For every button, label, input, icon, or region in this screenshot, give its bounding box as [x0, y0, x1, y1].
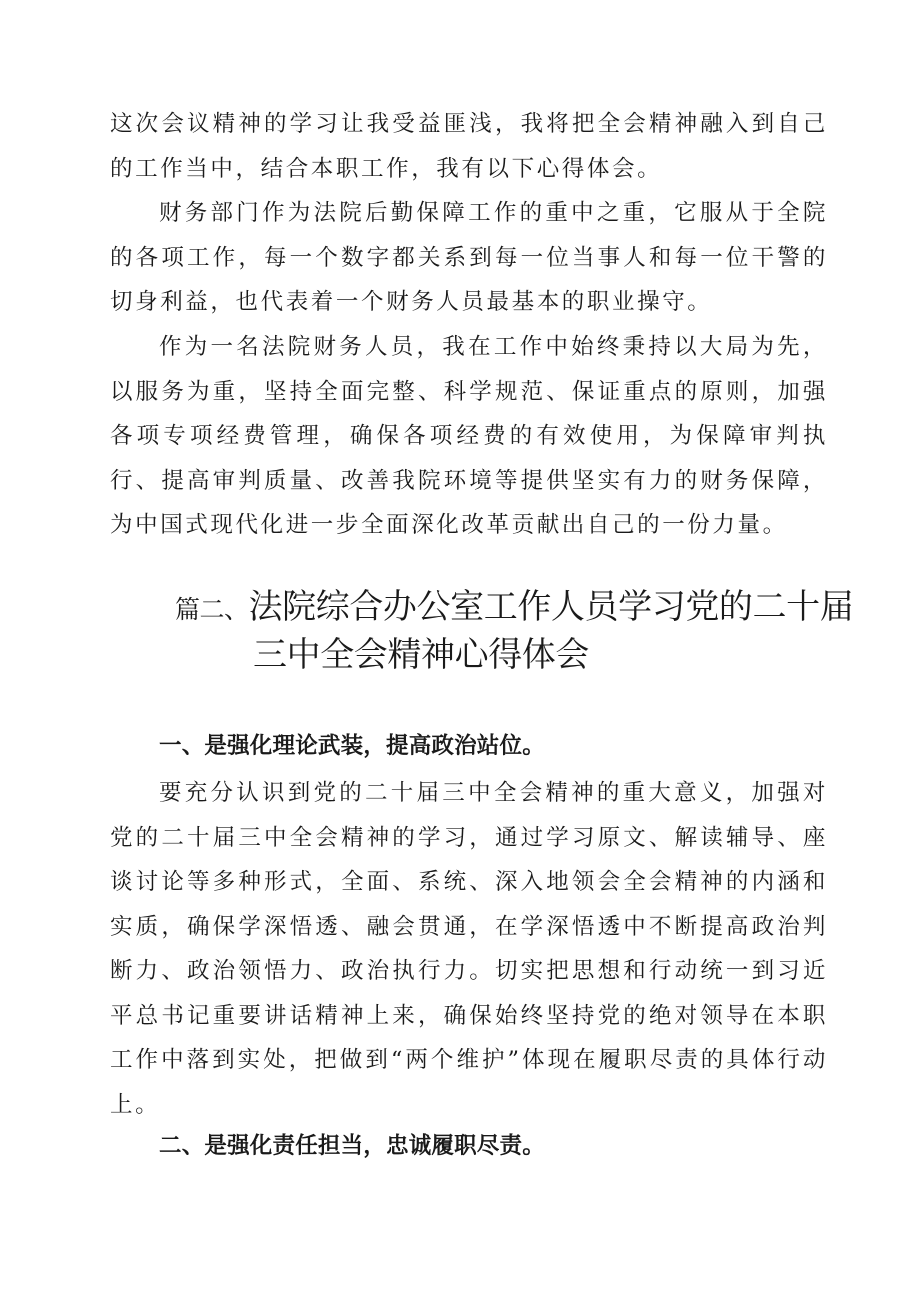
paragraph-intro-continued: 这次会议精神的学习让我受益匪浅，我将把全会精神融入到自己的工作当中，结合本职工作，我有以下心得体会。	[110, 111, 828, 182]
sub-heading-2: 二、是强化责任担当，忠诚履职尽责。	[159, 1133, 545, 1159]
paragraph-finance-duty: 作为一名法院财务人员，我在工作中始终秉持以大局为先，以服务为重，坚持全面完整、科学规范、保证重点的原则，加强各项专项经费管理，确保各项经费的有效使用，为保障审判执行、提高审判质量、改善我院环境等提供坚实有力的财务保障，为中国式现代化进一步全面深化改革贡献出自己的一份力量。	[110, 334, 828, 538]
paragraph-theory-study: 要充分认识到党的二十届三中全会精神的重大意义，加强对党的二十届三中全会精神的学习，通过学习原文、解读辅导、座谈讨论等多种形式，全面、系统、深入地领会全会精神的内涵和实质，确保学深悟透、融会贯通，在学深悟透中不断提高政治判断力、政治领悟力、政治执行力。切实把思想和行动统一到习近平总书记重要讲话精神上来，确保始终坚持党的绝对领导在本职工作中落到实处，把做到“两个维护”体现在履职尽责的具体行动上。	[110, 780, 828, 1118]
sub-heading-1: 一、是强化理论武装，提高政治站位。	[159, 733, 545, 759]
paragraph-finance-role: 财务部门作为法院后勤保障工作的重中之重，它服从于全院的各项工作，每一个数字都关系到每一位当事人和每一位干警的切身利益，也代表着一个财务人员最基本的职业操守。	[110, 200, 828, 315]
section-title-line1: 法院综合办公室工作人员学习党的二十届	[248, 587, 854, 627]
section-title-line2: 三中全会精神心得体会	[253, 635, 589, 675]
section-title-prefix: 篇二、	[175, 595, 249, 624]
section-title	[175, 583, 853, 634]
